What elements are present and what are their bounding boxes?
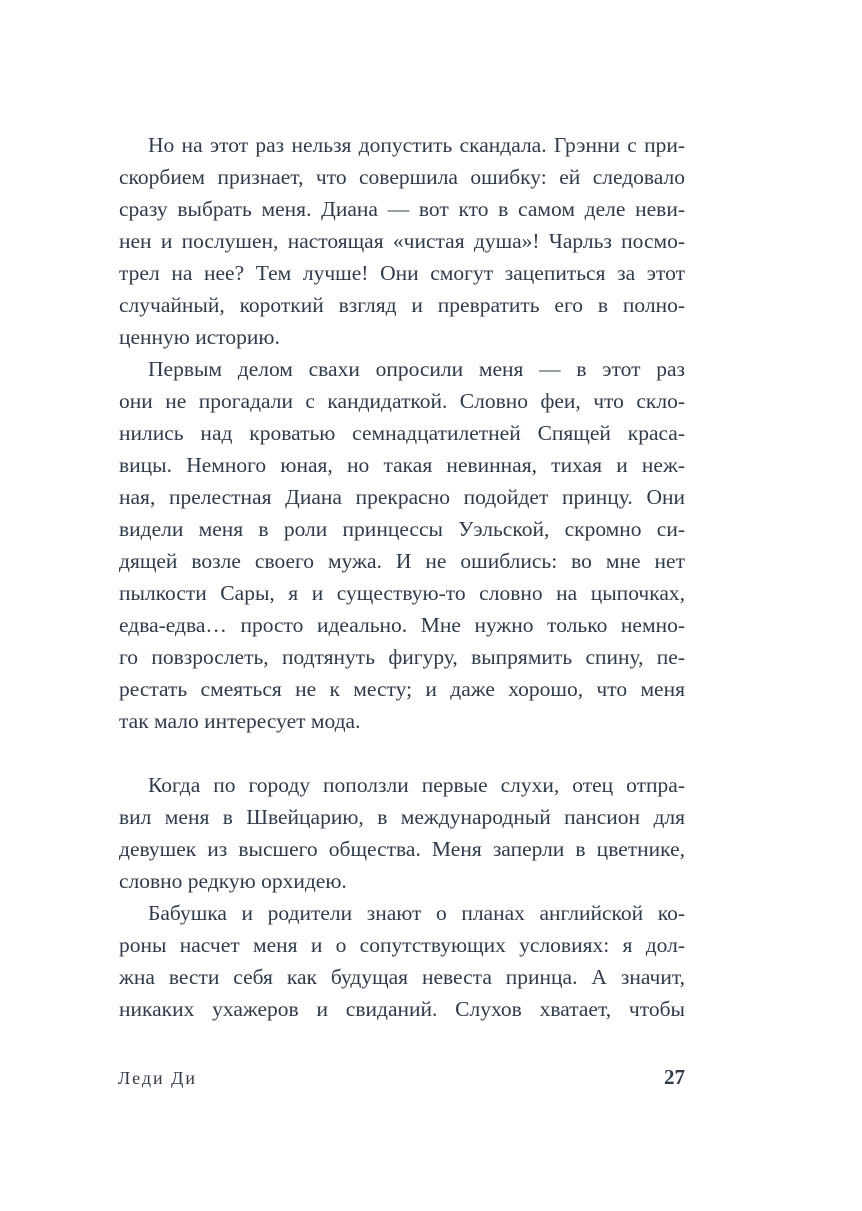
text-line: ценную историю. — [119, 325, 280, 349]
text-line: никаких ухажеров и свиданий. Слухов хватает, чтобы — [119, 997, 685, 1021]
text-line: Но на этот раз нельзя допустить скандала. Грэнни с при- — [148, 133, 685, 157]
running-footer-title: Леди Ди — [118, 1068, 198, 1088]
text-line: нились над кроватью семнадцатилетней Спящей краса- — [119, 421, 685, 445]
text-line: вицы. Немного юная, но такая невинная, тихая и неж- — [119, 453, 685, 477]
text-line: скорбием признает, что совершила ошибку: ей следовало — [119, 165, 685, 189]
text-line: рестать смеяться не к месту; и даже хорошо, что меня — [119, 677, 685, 701]
text-line: вил меня в Швейцарию, в международный пансион для — [119, 805, 685, 829]
text-line: так мало интересует мода. — [119, 709, 361, 733]
text-line: девушек из высшего общества. Меня заперли в цветнике, — [119, 837, 685, 861]
text-line: случайный, короткий взгляд и превратить его в полно- — [119, 293, 685, 317]
text-line: ная, прелестная Диана прекрасно подойдет принцу. Они — [119, 485, 685, 509]
text-line: едва-едва… просто идеально. Мне нужно только немно- — [119, 613, 685, 637]
text-line: Когда по городу поползли первые слухи, отец отпра- — [148, 773, 685, 797]
text-line: Первым делом свахи опросили меня — в этот раз — [148, 357, 685, 381]
text-line: сразу выбрать меня. Диана — вот кто в самом деле неви- — [119, 197, 685, 221]
text-line: трел на нее? Тем лучше! Они смогут зацепиться за этот — [119, 261, 685, 285]
text-line: нен и послушен, настоящая «чистая душа»! Чарльз посмо- — [119, 229, 685, 253]
text-line: они не прогадали с кандидаткой. Словно феи, что скло- — [119, 389, 685, 413]
text-line: роны насчет меня и о сопутствующих условиях: я дол- — [119, 933, 685, 957]
text-line: го повзрослеть, подтянуть фигуру, выпрямить спину, пе- — [119, 645, 685, 669]
page-number: 27 — [664, 1065, 685, 1089]
text-line: дящей возле своего мужа. И не ошиблись: во мне нет — [119, 549, 685, 573]
text-line: жна вести себя как будущая невеста принца. А значит, — [119, 965, 685, 989]
text-line: видели меня в роли принцессы Уэльской, скромно си- — [119, 517, 685, 541]
text-line: Бабушка и родители знают о планах английской ко- — [148, 901, 685, 925]
text-line: словно редкую орхидею. — [119, 869, 347, 893]
text-line: пылкости Сары, я и существую-то словно на цыпочках, — [119, 581, 685, 605]
